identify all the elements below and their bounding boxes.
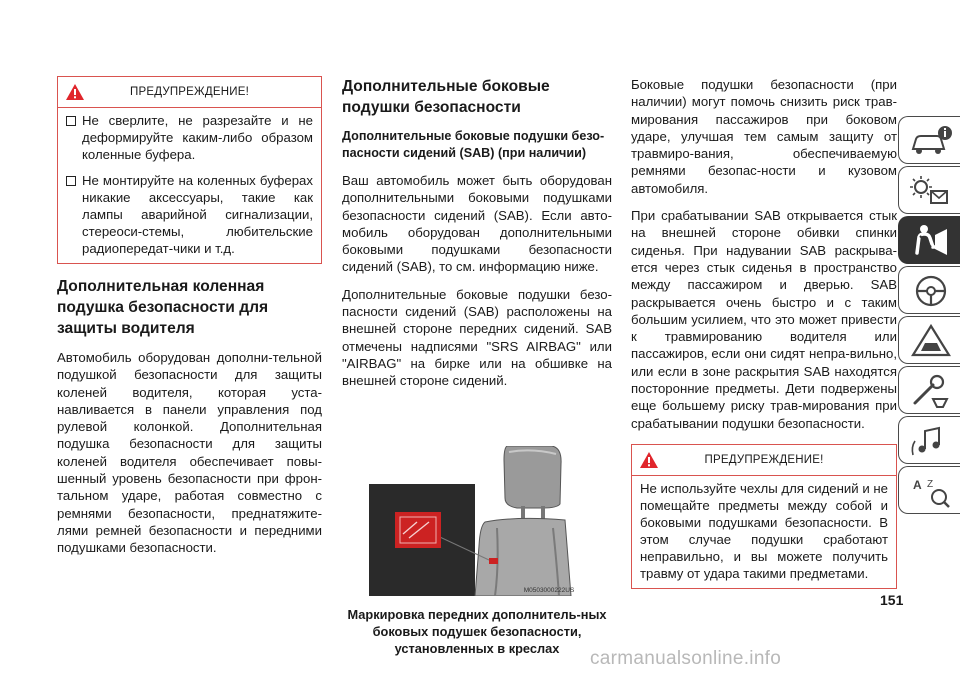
warning-box-knee-bolster [57,76,322,264]
warning-bullet [66,112,313,163]
subheading-sab: Дополнительные боковые подушки безо-пасности сидений (SAB) (при наличии) [342,129,605,160]
airbag-tag-small [489,558,498,564]
paragraph-sab-intro: Ваш автомобиль может быть оборудован дополнительными боковыми подушками безопасности сидений (SAB). Если авто-мобиль оборудован дополнительными боковыми подушками безопасности сидений (SAB), то см. информацию ниже. [342,173,612,275]
warning-bullet-text: Не сверлите, не разрезайте и не деформируйте каким-либо образом коленные буфера. [82,113,313,162]
page-number: 151 [880,592,904,608]
figure-code: M0503000222US [523,586,575,594]
warning-bullet [66,172,313,257]
paragraph-sab-location: Дополнительные боковые подушки безо-пасности сидений (SAB) расположены на внешней стороне передних сидений. SAB отмечены надписями "SRS AIRBAG" или "AIRBAG" на бирке или на обшивке на внешней стороне сидений. [342,286,612,389]
section-heading-knee-airbag: Дополнительная коленная подушка безопасности для защиты водителя [57,278,269,337]
warning-bullet-text: Не монтируйте на коленных буферах никакие аксессуары, такие как лампы аварийной сигнализации, стереоси-стемы, любительские радиопередат-чики и т.д. [82,173,313,256]
warning-body [58,108,321,263]
tab-multimedia[interactable] [898,416,960,464]
warning-title: ПРЕДУПРЕЖДЕНИЕ! [130,86,249,98]
index-icon [907,473,953,509]
tab-car-info[interactable] [898,116,960,164]
checkbox-bullet-icon [66,176,76,186]
tab-index[interactable] [898,466,960,514]
warning-text: Не используйте чехлы для сидений и не помещайте предметы между собой и боковыми подушками безопасности. В этом случае подушки сработают неправильно, и вы можете получить травму от удара такими предметами. [640,480,888,581]
paragraph-knee-airbag: Автомобиль оборудован дополни-тельной подушкой безопасности для защиты коленей водителя, которая уста-навливается в панели управления под рулевой колонкой. Дополнительная подушка безопасности для защиты коленей водителя обеспечивает повы-шенный уровень безопасности при фрон-тальном ударе, работая совместно с ремнями безопасности, преднатяжите-лями ремней безопасности и передними подушками безопасности. [57,350,322,556]
seat-airbag-figure [357,446,597,596]
svg-text:Z: Z [927,479,934,490]
figure-caption: Маркировка передних дополнитель-ных боковых подушек безопасности, установленных в креслах [347,606,607,656]
maintenance-icon [907,373,953,409]
checkbox-bullet-icon [66,116,76,126]
warning-body [632,476,896,588]
warning-header [58,77,321,108]
paragraph-sab-deployment: При срабатывании SAB открывается стык на внешней стороне обивки спинки сиденья. При надувании SAB раскрыва-ется через стык сиденья в пространство между пассажиром и дверью. SAB раскрывается очень быстро и с таким большим усилием, что это может привести к травмированию водителя или пассажиров, если они сидят непра-вильно, или если в зоне раскрытия SAB находятся посторонние предметы. Дети подвержены еще большему риску трав-мирования при срабатывании подушки безопасности. [631,208,897,431]
watermark: carmanualsonline.info [590,648,782,669]
column-right [631,76,897,589]
tab-safety[interactable] [898,216,960,264]
starting-driving-icon [907,273,953,309]
column-left [57,76,322,557]
section-heading-side-airbags: Дополнительные боковые подушки безопасности [342,78,550,116]
seat-illustration [357,446,597,596]
warning-lights-icon [907,173,953,209]
multimedia-icon [907,423,953,459]
tab-emergency[interactable] [898,316,960,364]
tab-starting-driving[interactable] [898,266,960,314]
column-middle [342,76,612,657]
paragraph-sab-benefit: Боковые подушки безопасности (при наличии) могут помочь снизить риск трав-мирования пассажиров при боковом ударе, улучшая тем самым защиту от травмиро-вания, обеспечиваемую ремнями безопас-ности и кузовом автомобиля. [631,77,897,196]
svg-text:A: A [913,478,922,492]
safety-seatbelt-icon [907,223,953,259]
car-info-icon [907,123,953,159]
emergency-icon [907,323,953,359]
warning-header [632,445,896,476]
tab-maintenance[interactable] [898,366,960,414]
tab-warning-lights[interactable] [898,166,960,214]
warning-title: ПРЕДУПРЕЖДЕНИЕ! [704,453,824,466]
warning-box-seat-covers [631,444,897,589]
